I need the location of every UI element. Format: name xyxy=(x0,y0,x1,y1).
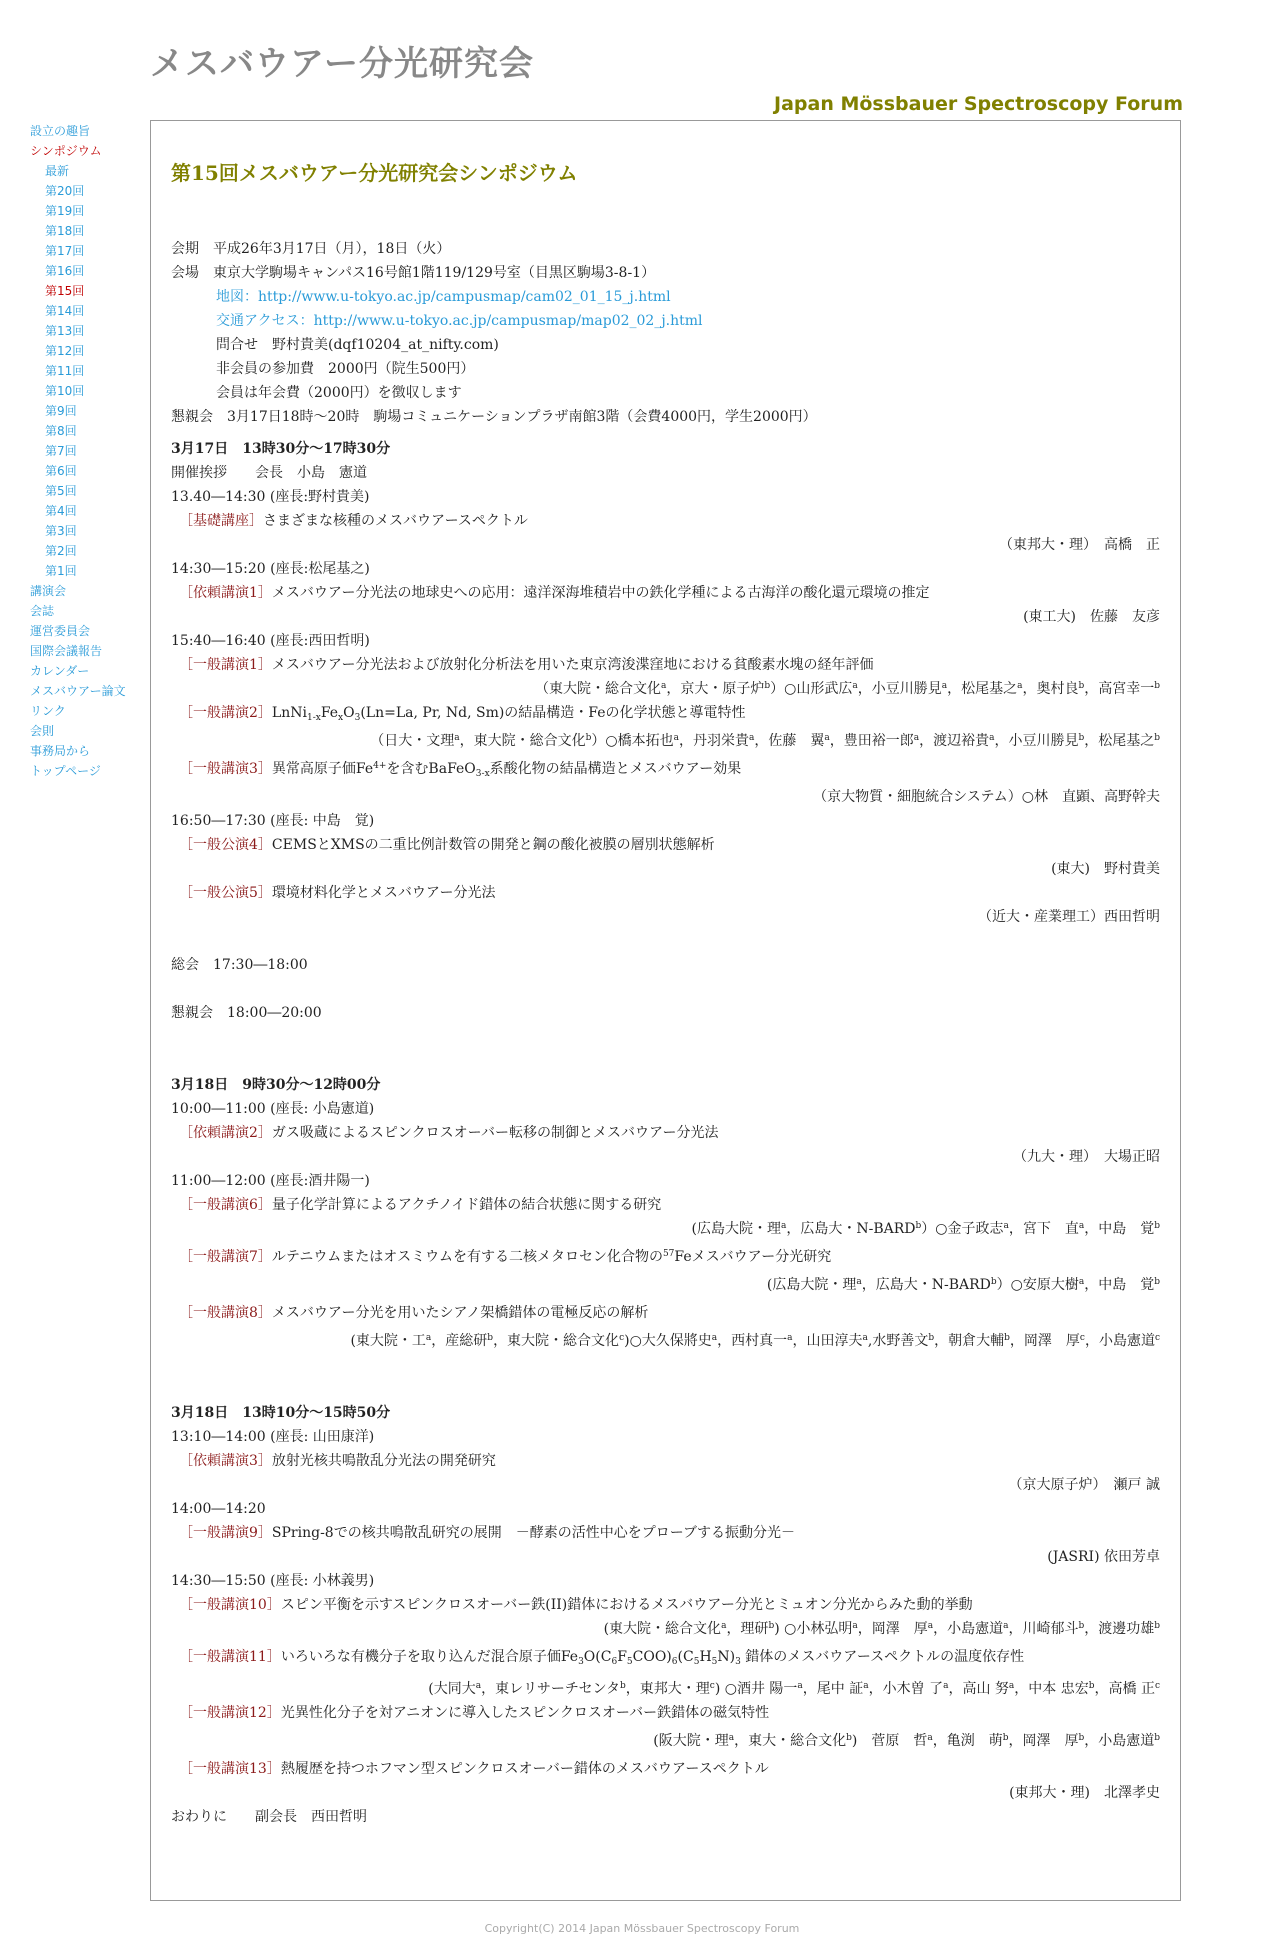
sidebar-item-7th[interactable]: 第7回 xyxy=(45,444,77,458)
sidebar-item-19th[interactable]: 第19回 xyxy=(45,204,85,218)
sidebar-item-2nd[interactable]: 第2回 xyxy=(45,544,77,558)
talk-authors: (東大) 野村貴美 xyxy=(1051,861,1160,877)
map-link[interactable]: 地図：http://www.u-tokyo.ac.jp/campusmap/cam02_01_15_j.html xyxy=(216,289,671,305)
talk-title: ［一般講演11］いろいろな有機分子を取り込んだ混合原子価$Fe_3O(C_6F_5COO)_6(C_5H_5N)_3$ 錯体のメスバウアースペクトルの温度依存性 xyxy=(179,1649,1025,1667)
info-date: 会期 平成26年3月17日（月），18日（火） xyxy=(171,241,451,257)
sidebar-item-17th[interactable]: 第17回 xyxy=(45,244,85,258)
talk-authors: (東大院・工$^a$，産総研$^b$，東大院・総合文化$^c$)○大久保將史$^a$，西村真一$^a$，山田淳夫$^a$,水野善文$^b$，朝倉大輔$^b$，岡澤 厚$^c$，小島憲道$^c$ xyxy=(350,1333,1160,1349)
talk-tag: ［依頼講演2］ xyxy=(179,1125,272,1141)
session-header: 15:40―16:40 (座長:西田哲明) xyxy=(171,633,370,649)
sidebar-item-18th[interactable]: 第18回 xyxy=(45,224,85,238)
talk-title: ［一般講演1］メスバウアー分光法および放射化分析法を用いた東京湾浚渫窪地における貧酸素水塊の経年評価 xyxy=(179,657,874,673)
session-header: 14:30―15:50 (座長: 小林義男) xyxy=(171,1573,375,1589)
site-subtitle: Japan Mössbauer Spectroscopy Forum xyxy=(774,93,1183,115)
talk-tag: ［一般講演2］ xyxy=(179,705,272,721)
talk-authors: (東邦大・理) 北澤孝史 xyxy=(1009,1785,1160,1801)
info-member: 会員は年会費（2000円）を徴収します xyxy=(216,385,462,401)
sidebar-item-papers[interactable]: メスバウアー論文 xyxy=(30,684,126,698)
talk-authors: (東工大) 佐藤 友彦 xyxy=(1023,609,1160,625)
info-contact: 問合せ 野村貴美(dqf10204_at_nifty.com) xyxy=(216,337,499,353)
talk-authors: (広島大院・理$^a$，広島大・N-BARD$^b$）○安原大樹$^a$，中島 覚$^b$ xyxy=(766,1277,1160,1293)
talk-title: ［依頼講演3］放射光核共鳴散乱分光法の開発研究 xyxy=(179,1453,496,1469)
site-title: メスバウアー分光研究会 xyxy=(150,44,534,84)
talk-authors: （京大物質・細胞統合システム）○林 直顕、高野幹夫 xyxy=(813,789,1160,805)
access-link[interactable]: 交通アクセス：http://www.u-tokyo.ac.jp/campusmap/map02_02_j.html xyxy=(216,313,703,329)
talk-authors: （京大原子炉） 瀬戸 誠 xyxy=(1008,1477,1160,1493)
footer-copyright: Copyright(C) 2014 Japan Mössbauer Spectroscopy Forum xyxy=(484,1922,800,1935)
sidebar-item-15th[interactable]: 第15回 xyxy=(45,284,85,298)
talk-title: ［依頼講演2］ガス吸蔵によるスピンクロスオーバー転移の制御とメスバウアー分光法 xyxy=(179,1125,719,1141)
info-party: 懇親会 3月17日18時～20時 駒場コミュニケーションプラザ南館3階（会費4000円，学生2000円） xyxy=(171,409,817,425)
day1-opening: 開催挨拶 会長 小島 憲道 xyxy=(171,465,367,481)
talk-tag: ［一般講演7］ xyxy=(179,1249,272,1265)
sidebar-item-latest[interactable]: 最新 xyxy=(45,164,70,178)
talk-title: ［依頼講演1］メスバウアー分光法の地球史への応用：遠洋深海堆積岩中の鉄化学種による古海洋の酸化還元環境の推定 xyxy=(179,585,930,601)
symposium-program xyxy=(171,159,1160,1829)
talk-authors: (JASRI) 依田芳卓 xyxy=(1047,1549,1160,1565)
talk-tag: ［基礎講座］ xyxy=(179,513,263,529)
talk-tag: ［一般講演12］ xyxy=(179,1705,281,1721)
general-meeting: 総会 17:30―18:00 xyxy=(171,957,308,973)
talk-title: ［一般公演5］環境材料化学とメスバウアー分光法 xyxy=(179,885,496,901)
sidebar-item-calendar[interactable]: カレンダー xyxy=(30,664,90,678)
sidebar-item-11th[interactable]: 第11回 xyxy=(45,364,85,378)
sidebar-item-rules[interactable]: 会則 xyxy=(30,724,55,738)
talk-authors: (広島大院・理$^a$，広島大・N-BARD$^b$）○金子政志$^a$，宮下 直$^a$，中島 覚$^b$ xyxy=(691,1221,1160,1237)
talk-tag: ［一般講演13］ xyxy=(179,1761,281,1777)
sidebar-item-9th[interactable]: 第9回 xyxy=(45,404,77,418)
talk-authors: （近大・産業理工）西田哲明 xyxy=(978,909,1160,925)
sidebar-item-10th[interactable]: 第10回 xyxy=(45,384,85,398)
talk-tag: ［一般講演11］ xyxy=(179,1649,281,1665)
session-header: 10:00―11:00 (座長: 小島憲道) xyxy=(171,1101,375,1117)
talk-tag: ［一般講演8］ xyxy=(179,1305,272,1321)
sidebar-item-8th[interactable]: 第8回 xyxy=(45,424,77,438)
talk-title: ［基礎講座］さまざまな核種のメスバウアースペクトル xyxy=(179,513,528,529)
sidebar-item-committee[interactable]: 運営委員会 xyxy=(30,624,91,638)
symposium-title: 第15回メスバウアー分光研究会シンポジウム xyxy=(171,161,578,185)
talk-title: ［一般講演$2]LnNi_{1-x}Fe_xO_3(Ln=La$, Pr, Nd, Sm)の結晶構造・Feの化学状態と導電特性 xyxy=(179,705,746,723)
sidebar-item-top[interactable]: トップページ xyxy=(30,764,101,778)
sidebar-item-20th[interactable]: 第20回 xyxy=(45,184,85,198)
talk-title: ［一般講演6］量子化学計算によるアクチノイド錯体の結合状態に関する研究 xyxy=(179,1197,662,1213)
talk-title: ［一般講演10］スピン平衡を示すスピンクロスオーバー鉄(II)錯体におけるメスバウアー分光とミュオン分光からみた動的挙動 xyxy=(179,1597,973,1613)
content-box xyxy=(150,120,1181,1901)
closing-remarks: おわりに 副会長 西田哲明 xyxy=(171,1809,367,1825)
talk-authors: (大同大$^a$，東レリサーチセンタ$^b$，東邦大・理$^c$) ○酒井 陽一$^a$，尾中 証$^a$，小木曽 了$^a$，高山 努$^a$，中本 忠宏$^b$，高橋 正$^c$ xyxy=(428,1681,1160,1697)
sidebar-item-purpose[interactable]: 設立の趣旨 xyxy=(30,124,91,138)
talk-title: ［一般講演3］異常高原子価$Fe^{4+}$を含むBaFeO$_{3-x}$系酸化物の結晶構造とメスバウアー効果 xyxy=(179,761,742,779)
sidebar-item-3rd[interactable]: 第3回 xyxy=(45,524,77,538)
talk-title: ［一般講演9］SPring-8での核共鳴散乱研究の展開 －酵素の活性中心をプローブする振動分光－ xyxy=(179,1525,796,1541)
sidebar-item-links[interactable]: リンク xyxy=(30,704,66,718)
talk-tag: ［一般講演9］ xyxy=(179,1525,272,1541)
sidebar-item-6th[interactable]: 第6回 xyxy=(45,464,77,478)
talk-title: ［一般講演12］光異性化分子を対アニオンに導入したスピンクロスオーバー鉄錯体の磁気特性 xyxy=(179,1705,770,1721)
talk-authors: （九大・理） 大場正昭 xyxy=(1013,1149,1160,1165)
talk-authors: （東大院・総合文化$^a$，京大・原子炉$^b$）○山形武広$^a$，小豆川勝見$^a$，松尾基之$^a$，奥村良$^b$，高宮幸一$^b$ xyxy=(534,681,1160,697)
talk-tag: ［一般公演4］ xyxy=(179,837,272,853)
talk-authors: (阪大院・理$^a$，東大・総合文化$^b$) 菅原 哲$^a$，亀渕 萌$^b$，岡澤 厚$^b$，小島憲道$^b$ xyxy=(653,1733,1160,1749)
sidebar-nav xyxy=(30,121,152,781)
sidebar-item-13th[interactable]: 第13回 xyxy=(45,324,85,338)
talk-tag: ［一般講演6］ xyxy=(179,1197,272,1213)
talk-tag: ［一般講演10］ xyxy=(179,1597,281,1613)
sidebar-item-1st[interactable]: 第1回 xyxy=(45,564,77,578)
party: 懇親会 18:00―20:00 xyxy=(171,1005,322,1021)
talk-tag: ［一般講演3］ xyxy=(179,761,272,777)
sidebar-item-14th[interactable]: 第14回 xyxy=(45,304,85,318)
session-header: 11:00―12:00 (座長:酒井陽一) xyxy=(171,1173,370,1189)
talk-title: ［一般公演4］CEMSとXMSの二重比例計数管の開発と鋼の酸化被膜の層別状態解析 xyxy=(179,837,715,853)
session-header: 14:30―15:20 (座長:松尾基之) xyxy=(171,561,370,577)
sidebar-item-symposium[interactable]: シンポジウム xyxy=(30,144,102,158)
sidebar-item-journal[interactable]: 会誌 xyxy=(30,604,55,618)
talk-title: ［一般講演13］熱履歴を持つホフマン型スピンクロスオーバー錯体のメスバウアースペクトル xyxy=(179,1761,769,1777)
talk-tag: ［一般講演1］ xyxy=(179,657,272,673)
talk-tag: ［依頼講演3］ xyxy=(179,1453,272,1469)
talk-tag: ［一般公演5］ xyxy=(179,885,272,901)
info-venue: 会場 東京大学駒場キャンパス16号館1階119/129号室（目黒区駒場3-8-1） xyxy=(171,265,656,281)
day2am-header: 3月18日 9時30分～12時00分 xyxy=(171,1077,381,1093)
day2pm-header: 3月18日 13時10分～15時50分 xyxy=(171,1405,391,1421)
session-header: 13:10―14:00 (座長: 山田康洋) xyxy=(171,1429,375,1445)
session-header: 13.40―14:30 (座長:野村貴美) xyxy=(171,489,370,505)
session-header: 14:00―14:20 xyxy=(171,1501,266,1517)
sidebar-item-12th[interactable]: 第12回 xyxy=(45,344,85,358)
talk-tag: ［依頼講演1］ xyxy=(179,585,272,601)
sidebar-item-office[interactable]: 事務局から xyxy=(30,744,91,758)
day1-header: 3月17日 13時30分～17時30分 xyxy=(171,441,391,457)
info-fee: 非会員の参加費 2000円（院生500円） xyxy=(216,361,475,377)
sidebar-item-5th[interactable]: 第5回 xyxy=(45,484,77,498)
talk-authors: (東大院・総合文化$^a$，理研$^b$) ○小林弘明$^a$，岡澤 厚$^a$，小島憲道$^a$，川崎郁斗$^b$，渡邊功雄$^b$ xyxy=(603,1621,1160,1637)
sidebar-item-16th[interactable]: 第16回 xyxy=(45,264,85,278)
talk-title: ［一般講演8］メスバウアー分光を用いたシアノ架橋錯体の電極反応の解析 xyxy=(179,1305,649,1321)
session-header: 16:50―17:30 (座長: 中島 覚) xyxy=(171,813,375,829)
sidebar-item-4th[interactable]: 第4回 xyxy=(45,504,77,518)
sidebar-item-intl-report[interactable]: 国際会議報告 xyxy=(30,644,103,658)
sidebar-item-lectures[interactable]: 講演会 xyxy=(30,584,67,598)
talk-authors: （日大・文理$^a$，東大院・総合文化$^b$）○橋本拓也$^a$，丹羽栄貴$^a$，佐藤 翼$^a$，豊田裕一郎$^a$，渡辺裕貴$^a$，小豆川勝見$^b$，松尾基之$^b$ xyxy=(370,733,1160,749)
talk-title: ［一般講演7］ルテニウムまたはオスミウムを有する二核メタロセン化合物の$^{57}$Feメスバウアー分光研究 xyxy=(179,1249,832,1265)
talk-authors: （東邦大・理） 高橋 正 xyxy=(999,537,1160,553)
